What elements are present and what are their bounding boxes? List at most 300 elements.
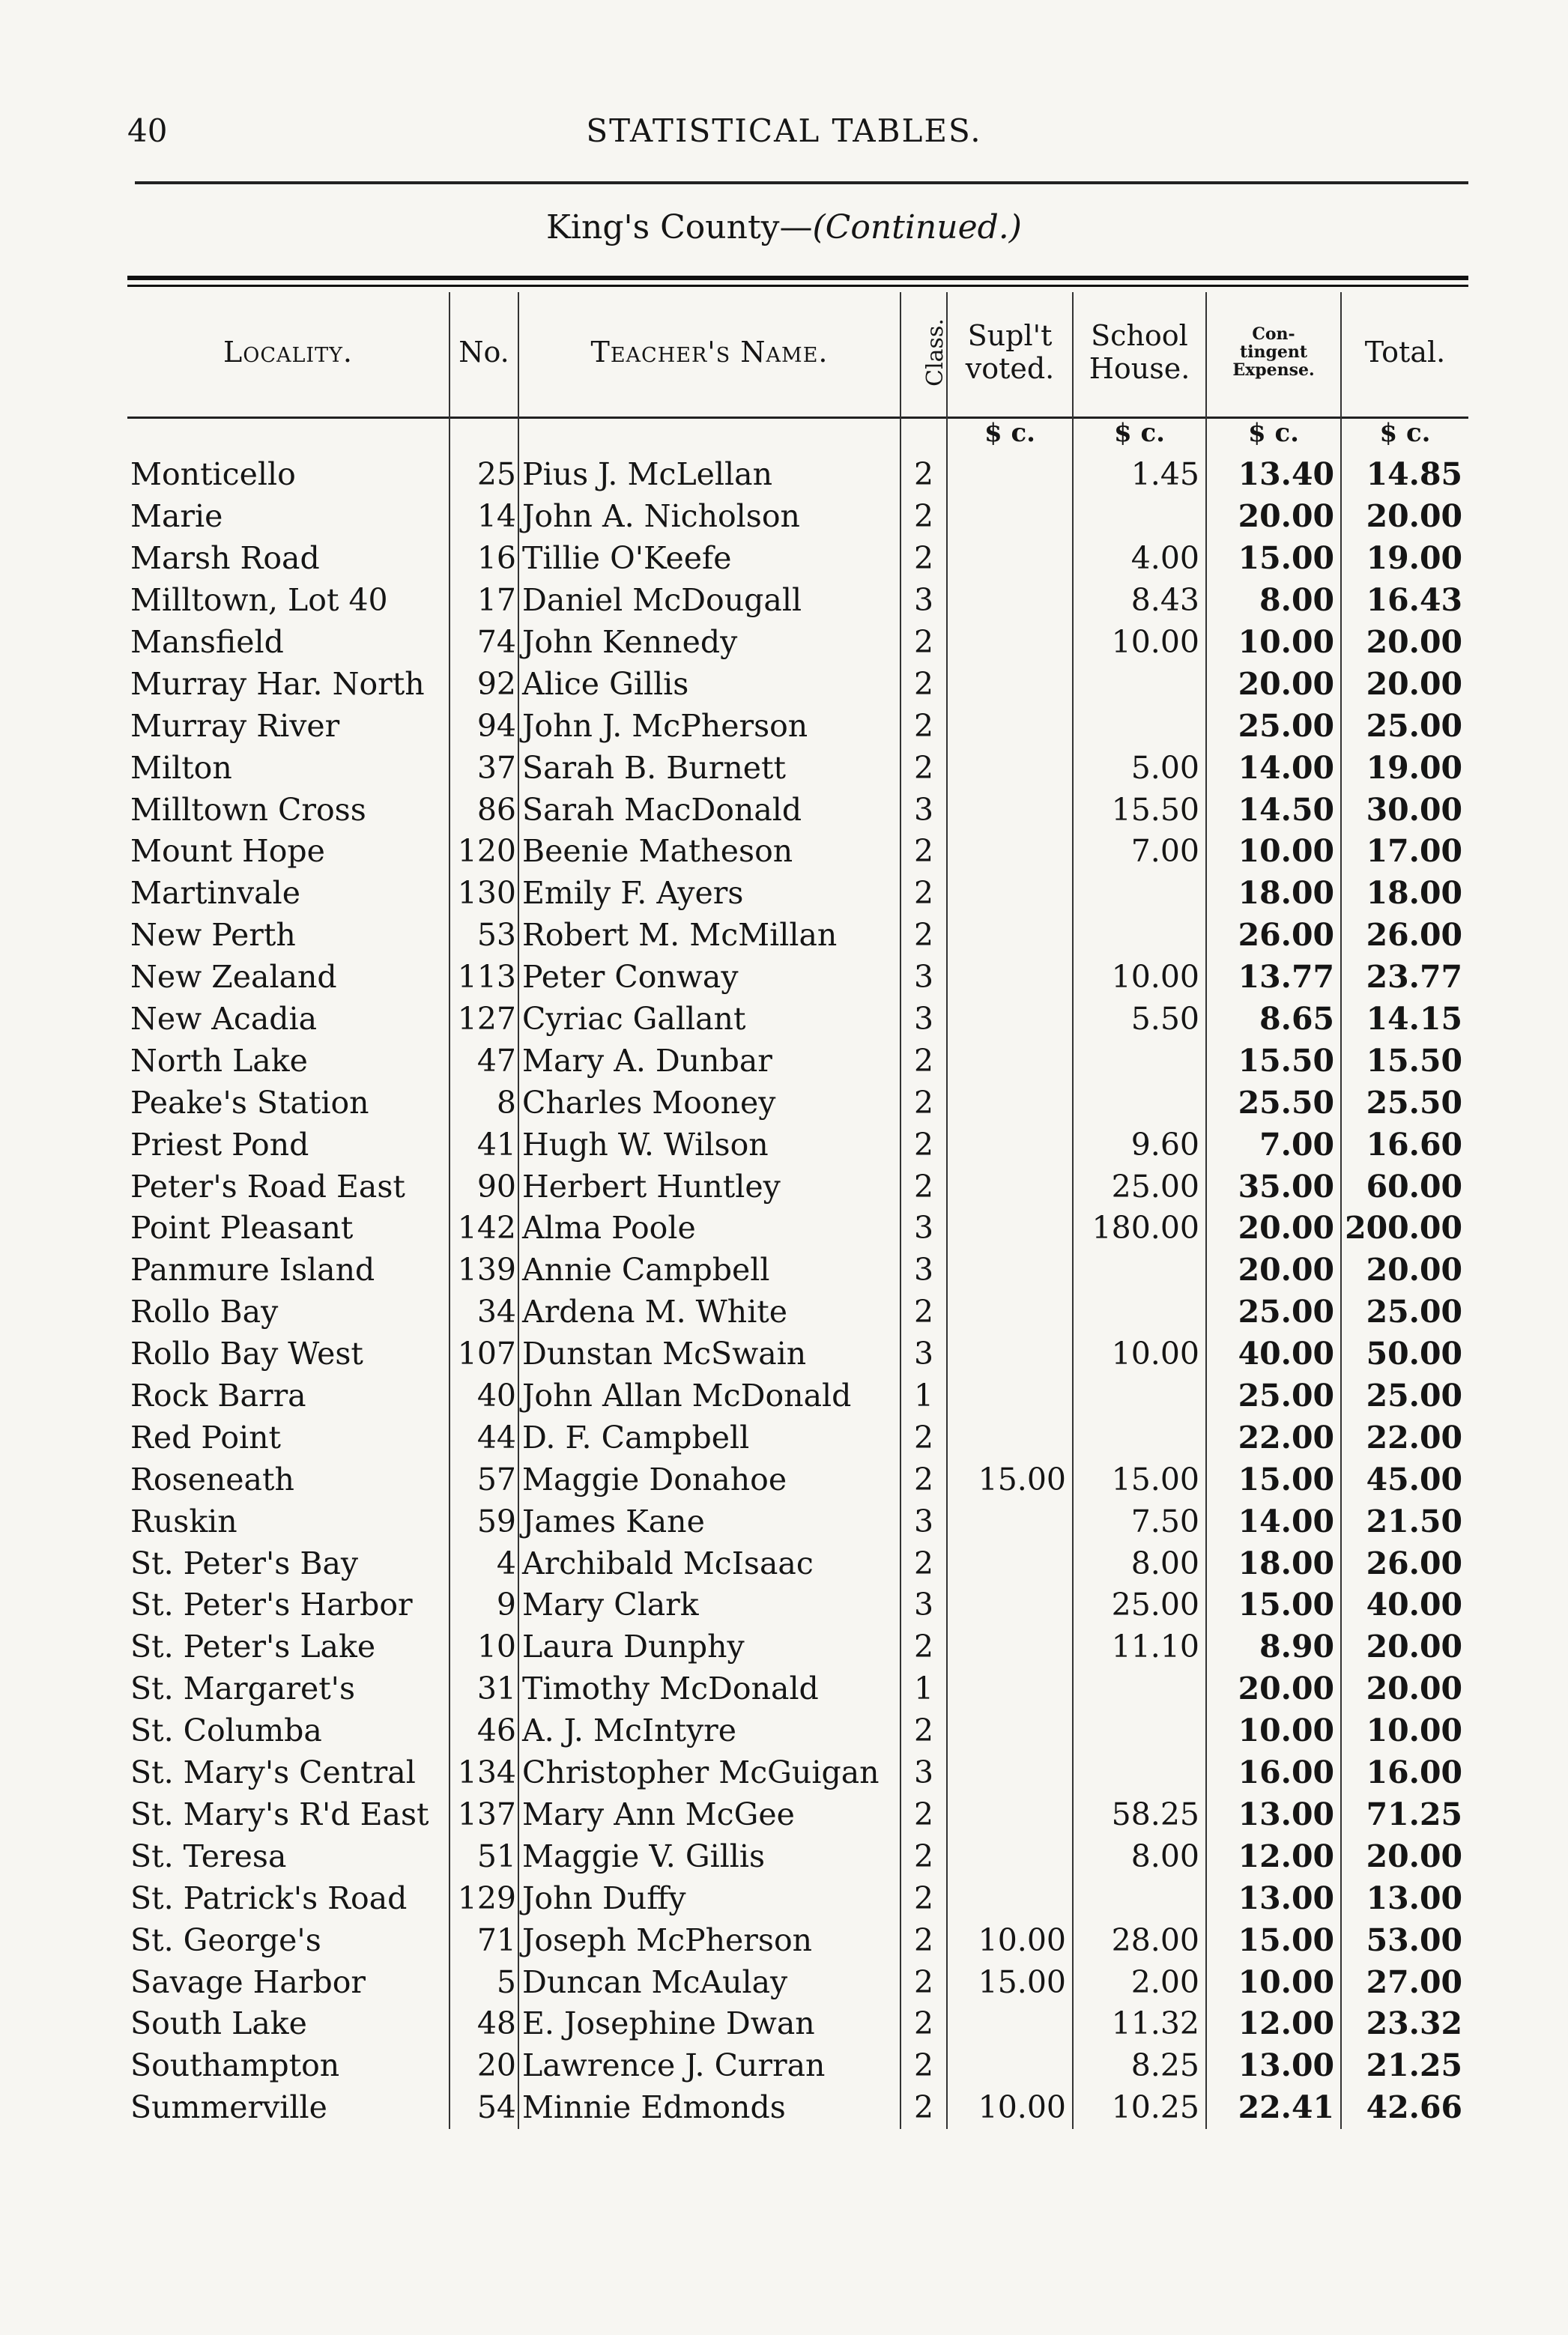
row-class: 2 [900,1459,947,1500]
row-class: 2 [900,622,947,664]
row-school-number: 14 [449,496,518,538]
row-contingent-expense: 8.00 [1206,580,1341,622]
row-locality: St. Columba [130,1712,322,1749]
row-school-house: 11.10 [1073,1626,1206,1668]
row-total: 25.00 [1341,705,1468,747]
row-teacher-name: D. F. Campbell [518,1417,900,1459]
row-suplt-voted [947,1040,1073,1082]
row-class: 1 [900,1375,947,1417]
row-school-number: 86 [449,789,518,831]
table-row [127,957,1468,999]
row-teacher-name: Minnie Edmonds [518,2087,900,2129]
row-school-house: 25.00 [1073,1584,1206,1626]
table-row [127,873,1468,915]
row-total: 42.66 [1341,2087,1468,2129]
row-school-house: 15.00 [1073,1459,1206,1500]
row-locality: Rock Barra [130,1378,306,1414]
row-contingent-expense: 20.00 [1206,1208,1341,1250]
row-suplt-voted [947,2003,1073,2045]
row-school-number: 31 [449,1668,518,1710]
row-suplt-voted [947,873,1073,915]
row-locality: Peter's Road East [130,1168,405,1205]
row-total: 21.50 [1341,1500,1468,1542]
row-teacher-name: Maggie Donahoe [518,1459,900,1500]
row-school-house [1073,496,1206,538]
row-suplt-voted [947,1333,1073,1375]
table-row [127,1333,1468,1375]
row-class: 2 [900,1166,947,1208]
row-total: 22.00 [1341,1417,1468,1459]
row-suplt-voted [947,1291,1073,1333]
table-row [127,789,1468,831]
row-school-number: 71 [449,1919,518,1961]
row-suplt-voted [947,1250,1073,1291]
row-total: 26.00 [1341,1542,1468,1584]
row-teacher-name: John J. McPherson [518,705,900,747]
table-row [127,580,1468,622]
row-total: 17.00 [1341,831,1468,873]
row-teacher-name: Alma Poole [518,1208,900,1250]
row-teacher-name: Christopher McGuigan [518,1752,900,1794]
row-school-house: 8.43 [1073,580,1206,622]
col-contingent-line1: Con- [1252,324,1295,344]
table-row [127,747,1468,789]
row-locality: Mansfield [130,624,284,660]
row-locality: Panmure Island [130,1252,375,1288]
row-teacher-name: Ardena M. White [518,1291,900,1333]
row-class: 2 [900,1794,947,1836]
row-class: 3 [900,580,947,622]
row-contingent-expense: 15.00 [1206,1459,1341,1500]
row-total: 18.00 [1341,873,1468,915]
unit-school-house: $ c. [1073,412,1206,454]
row-teacher-name: Laura Dunphy [518,1626,900,1668]
row-locality: Mount Hope [130,833,325,870]
running-title: STATISTICAL TABLES. [586,112,982,149]
row-class: 2 [900,1417,947,1459]
table-row [127,1124,1468,1166]
row-contingent-expense: 26.00 [1206,915,1341,957]
col-no: No. [449,292,518,412]
row-locality: Point Pleasant [130,1210,354,1247]
row-suplt-voted [947,2045,1073,2087]
table-row [127,1961,1468,2003]
row-locality: Ruskin [130,1503,237,1539]
row-school-house: 8.25 [1073,2045,1206,2087]
row-school-number: 46 [449,1710,518,1752]
row-total: 23.32 [1341,2003,1468,2045]
col-contingent [1206,292,1341,412]
row-contingent-expense: 10.00 [1206,1961,1341,2003]
row-suplt-voted: 10.00 [947,1919,1073,1961]
row-teacher-name: Timothy McDonald [518,1668,900,1710]
table-row [127,1668,1468,1710]
row-contingent-expense: 10.00 [1206,1710,1341,1752]
row-teacher-name: Emily F. Ayers [518,873,900,915]
col-contingent-line2: tingent [1239,342,1308,362]
row-total: 20.00 [1341,663,1468,705]
col-school-house [1073,292,1206,412]
row-total: 25.00 [1341,1291,1468,1333]
row-contingent-expense: 35.00 [1206,1166,1341,1208]
row-school-number: 48 [449,2003,518,2045]
row-class: 2 [900,1919,947,1961]
row-total: 14.85 [1341,454,1468,496]
row-class: 2 [900,1040,947,1082]
row-school-number: 107 [449,1333,518,1375]
table-row [127,1459,1468,1500]
row-contingent-expense: 25.00 [1206,1375,1341,1417]
table-row [127,1752,1468,1794]
row-school-house [1073,1710,1206,1752]
table-row [127,2087,1468,2129]
unit-suplt: $ c. [947,412,1073,454]
table-row [127,454,1468,496]
row-class: 2 [900,705,947,747]
col-suplt [947,292,1073,412]
row-teacher-name: Hugh W. Wilson [518,1124,900,1166]
row-locality: St. Peter's Bay [130,1545,359,1581]
row-class: 3 [900,1584,947,1626]
row-teacher-name: Duncan McAulay [518,1961,900,2003]
row-locality: Martinvale [130,875,301,912]
row-school-house [1073,1752,1206,1794]
row-school-number: 113 [449,957,518,999]
row-class: 2 [900,454,947,496]
row-locality: Priest Pond [130,1126,309,1163]
table-row [127,999,1468,1041]
row-school-house: 10.00 [1073,957,1206,999]
row-class: 2 [900,873,947,915]
row-locality: Monticello [130,456,296,493]
col-school-line2: House. [1089,352,1190,385]
row-contingent-expense: 20.00 [1206,663,1341,705]
units-blank [518,412,900,454]
row-locality: Murray Har. North [130,665,425,702]
row-teacher-name: Maggie V. Gillis [518,1835,900,1877]
row-contingent-expense: 16.00 [1206,1752,1341,1794]
subtitle-continued: (Continued.) [812,208,1022,246]
row-class: 2 [900,1082,947,1124]
row-school-number: 25 [449,454,518,496]
header-rule [135,181,1468,184]
row-contingent-expense: 13.00 [1206,2045,1341,2087]
row-total: 26.00 [1341,915,1468,957]
table-row [127,663,1468,705]
row-total: 50.00 [1341,1333,1468,1375]
row-school-number: 4 [449,1542,518,1584]
row-teacher-name: Dunstan McSwain [518,1333,900,1375]
row-contingent-expense: 10.00 [1206,622,1341,664]
row-total: 20.00 [1341,1668,1468,1710]
row-class: 2 [900,538,947,580]
row-contingent-expense: 15.00 [1206,538,1341,580]
row-school-house: 10.00 [1073,1333,1206,1375]
row-contingent-expense: 7.00 [1206,1124,1341,1166]
table-row [127,1542,1468,1584]
unit-total: $ c. [1341,412,1468,454]
row-class: 2 [900,496,947,538]
page-number: 40 [127,112,168,149]
row-school-house: 1.45 [1073,454,1206,496]
row-school-number: 44 [449,1417,518,1459]
row-suplt-voted: 15.00 [947,1459,1073,1500]
row-suplt-voted [947,580,1073,622]
row-teacher-name: Sarah B. Burnett [518,747,900,789]
row-school-house: 8.00 [1073,1835,1206,1877]
row-teacher-name: Mary Ann McGee [518,1794,900,1836]
table-row [127,1584,1468,1626]
row-locality: Milltown, Lot 40 [130,582,388,619]
table-row [127,2003,1468,2045]
row-class: 2 [900,1961,947,2003]
row-contingent-expense: 20.00 [1206,1250,1341,1291]
row-contingent-expense: 20.00 [1206,496,1341,538]
row-school-number: 139 [449,1250,518,1291]
row-suplt-voted [947,1710,1073,1752]
row-total: 15.50 [1341,1040,1468,1082]
row-teacher-name: Robert M. McMillan [518,915,900,957]
row-school-house: 58.25 [1073,1794,1206,1836]
table-row [127,1166,1468,1208]
row-suplt-voted [947,1626,1073,1668]
unit-contingent: $ c. [1206,412,1341,454]
row-school-house: 10.00 [1073,622,1206,664]
table-row [127,1082,1468,1124]
row-locality: Rollo Bay West [130,1336,363,1372]
row-school-house: 180.00 [1073,1208,1206,1250]
row-suplt-voted [947,1417,1073,1459]
table-row [127,622,1468,664]
row-school-house: 4.00 [1073,538,1206,580]
table-row [127,1417,1468,1459]
row-suplt-voted [947,496,1073,538]
row-locality: Marie [130,498,223,535]
row-contingent-expense: 13.40 [1206,454,1341,496]
row-school-house: 5.50 [1073,999,1206,1041]
table-row [127,831,1468,873]
row-class: 3 [900,1500,947,1542]
row-teacher-name: John Allan McDonald [518,1375,900,1417]
row-class: 2 [900,1710,947,1752]
row-contingent-expense: 18.00 [1206,1542,1341,1584]
row-suplt-voted: 15.00 [947,1961,1073,2003]
row-class: 2 [900,2003,947,2045]
row-school-number: 54 [449,2087,518,2129]
row-suplt-voted [947,831,1073,873]
row-class: 2 [900,1124,947,1166]
row-suplt-voted [947,1835,1073,1877]
row-school-house [1073,705,1206,747]
row-school-house: 25.00 [1073,1166,1206,1208]
units-row [127,412,1468,454]
row-locality: Roseneath [130,1461,294,1497]
table-row [127,1500,1468,1542]
row-class: 3 [900,1208,947,1250]
row-school-house: 28.00 [1073,1919,1206,1961]
row-total: 60.00 [1341,1166,1468,1208]
row-locality: North Lake [130,1042,308,1079]
row-locality: St. Mary's R'd East [130,1796,429,1832]
row-suplt-voted [947,1752,1073,1794]
row-school-house [1073,663,1206,705]
col-total: Total. [1341,292,1468,412]
row-school-number: 94 [449,705,518,747]
col-suplt-line2: voted. [965,352,1055,385]
row-class: 2 [900,747,947,789]
row-suplt-voted [947,999,1073,1041]
row-total: 10.00 [1341,1710,1468,1752]
row-class: 3 [900,789,947,831]
row-locality: St. Mary's Central [130,1754,416,1791]
table-row [127,538,1468,580]
row-contingent-expense: 22.00 [1206,1417,1341,1459]
row-total: 14.15 [1341,999,1468,1041]
col-class [900,292,947,412]
row-suplt-voted [947,1208,1073,1250]
row-school-house: 5.00 [1073,747,1206,789]
table-row [127,1877,1468,1919]
table-row [127,1375,1468,1417]
row-school-number: 34 [449,1291,518,1333]
row-contingent-expense: 10.00 [1206,831,1341,873]
row-locality: Summerville [130,2089,327,2126]
row-school-number: 8 [449,1082,518,1124]
row-total: 20.00 [1341,1835,1468,1877]
row-suplt-voted [947,1375,1073,1417]
row-school-house: 11.32 [1073,2003,1206,2045]
row-contingent-expense: 15.00 [1206,1584,1341,1626]
row-school-number: 47 [449,1040,518,1082]
row-school-number: 90 [449,1166,518,1208]
row-suplt-voted [947,622,1073,664]
row-class: 2 [900,663,947,705]
row-contingent-expense: 25.50 [1206,1082,1341,1124]
row-school-house: 7.00 [1073,831,1206,873]
row-locality: St. George's [130,1921,321,1958]
col-school-line1: School [1091,319,1188,352]
row-class: 3 [900,1333,947,1375]
table-row [127,1710,1468,1752]
table-subtitle [0,208,1568,246]
column-header-row [127,292,1468,412]
row-contingent-expense: 14.00 [1206,1500,1341,1542]
row-class: 2 [900,1877,947,1919]
row-suplt-voted [947,747,1073,789]
row-school-number: 134 [449,1752,518,1794]
row-teacher-name: Peter Conway [518,957,900,999]
row-suplt-voted [947,1082,1073,1124]
row-total: 16.43 [1341,580,1468,622]
col-contingent-line3: Expense. [1232,360,1315,381]
row-suplt-voted [947,1794,1073,1836]
row-teacher-name: Alice Gillis [518,663,900,705]
row-locality: St. Margaret's [130,1671,355,1707]
row-suplt-voted: 10.00 [947,2087,1073,2129]
row-school-house [1073,915,1206,957]
row-suplt-voted [947,1668,1073,1710]
statistical-table [127,292,1468,2129]
row-school-house [1073,1375,1206,1417]
row-teacher-name: Lawrence J. Curran [518,2045,900,2087]
row-school-number: 74 [449,622,518,664]
row-school-house [1073,873,1206,915]
row-locality: Red Point [130,1419,282,1456]
row-teacher-name: Annie Campbell [518,1250,900,1291]
row-teacher-name: Joseph McPherson [518,1919,900,1961]
col-class-label: Class. [921,318,948,387]
row-total: 25.00 [1341,1375,1468,1417]
row-school-number: 53 [449,915,518,957]
row-school-house: 2.00 [1073,1961,1206,2003]
table-row [127,1794,1468,1836]
row-class: 2 [900,1291,947,1333]
row-total: 20.00 [1341,622,1468,664]
row-locality: New Zealand [130,959,337,996]
table-row [127,1291,1468,1333]
subtitle-main: King's County— [546,208,813,246]
row-total: 40.00 [1341,1584,1468,1626]
row-suplt-voted [947,1584,1073,1626]
table-row [127,496,1468,538]
row-school-house [1073,1291,1206,1333]
row-school-number: 127 [449,999,518,1041]
row-contingent-expense: 15.50 [1206,1040,1341,1082]
row-total: 53.00 [1341,1919,1468,1961]
row-suplt-voted [947,957,1073,999]
table-row [127,1919,1468,1961]
row-contingent-expense: 15.00 [1206,1919,1341,1961]
row-teacher-name: Charles Mooney [518,1082,900,1124]
row-school-number: 92 [449,663,518,705]
row-school-number: 9 [449,1584,518,1626]
table-top-rule-thin [127,285,1468,287]
row-total: 200.00 [1341,1208,1468,1250]
row-class: 2 [900,1626,947,1668]
row-teacher-name: Mary Clark [518,1584,900,1626]
row-school-house: 10.25 [1073,2087,1206,2129]
row-school-number: 51 [449,1835,518,1877]
table-row [127,1040,1468,1082]
row-school-number: 130 [449,873,518,915]
row-contingent-expense: 13.00 [1206,1877,1341,1919]
row-total: 19.00 [1341,747,1468,789]
row-suplt-voted [947,1166,1073,1208]
row-contingent-expense: 14.50 [1206,789,1341,831]
row-class: 3 [900,1752,947,1794]
row-contingent-expense: 22.41 [1206,2087,1341,2129]
row-school-house: 15.50 [1073,789,1206,831]
row-contingent-expense: 13.00 [1206,1794,1341,1836]
row-locality: St. Peter's Lake [130,1629,376,1665]
row-suplt-voted [947,1877,1073,1919]
table-row [127,1835,1468,1877]
row-total: 30.00 [1341,789,1468,831]
row-locality: Milltown Cross [130,791,366,828]
table-row [127,1208,1468,1250]
row-suplt-voted [947,915,1073,957]
row-total: 13.00 [1341,1877,1468,1919]
row-locality: St. Teresa [130,1838,287,1874]
row-school-house: 8.00 [1073,1542,1206,1584]
row-contingent-expense: 18.00 [1206,873,1341,915]
row-suplt-voted [947,663,1073,705]
row-contingent-expense: 12.00 [1206,1835,1341,1877]
row-teacher-name: John Duffy [518,1877,900,1919]
row-locality: Milton [130,749,232,786]
row-class: 3 [900,957,947,999]
row-teacher-name: Herbert Huntley [518,1166,900,1208]
